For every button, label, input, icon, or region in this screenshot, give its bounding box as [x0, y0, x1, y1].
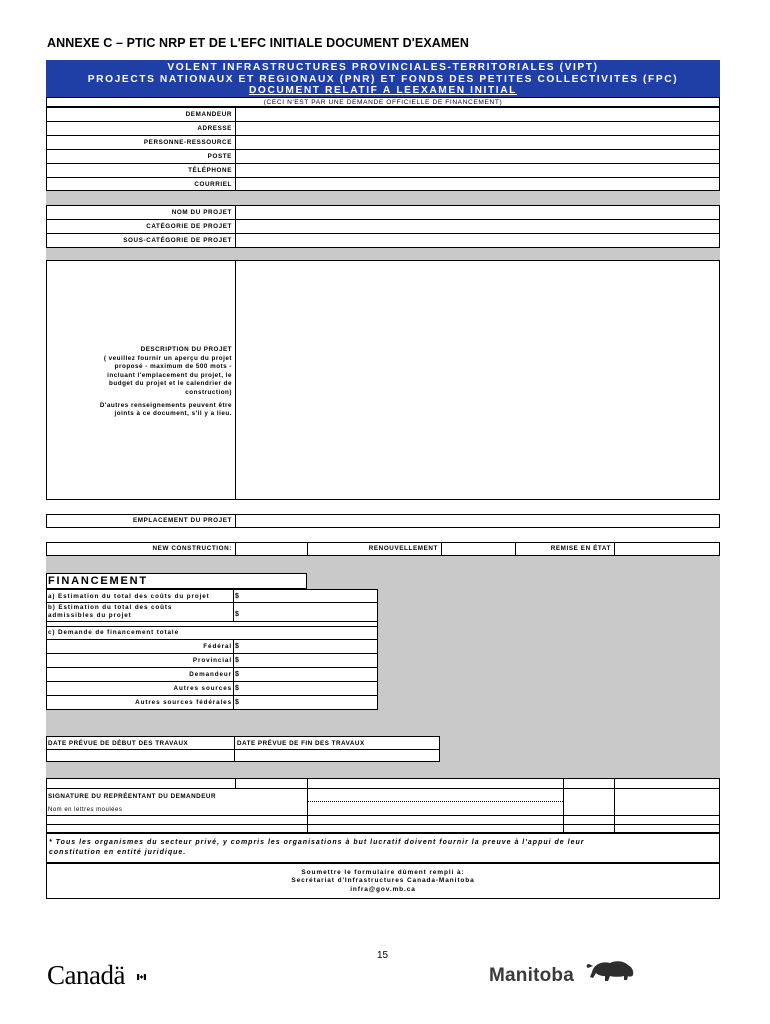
manitoba-wordmark-logo: Manitoba: [489, 965, 574, 986]
canada-flag-icon: [137, 967, 146, 973]
sous-categorie-projet-field[interactable]: [236, 234, 719, 247]
applicant-share-field[interactable]: [244, 668, 377, 681]
label-renouvellement: RENOUVELLEMENT: [368, 545, 438, 552]
poste-field[interactable]: [236, 150, 719, 163]
canada-wordmark-logo: Canadä: [47, 960, 125, 990]
separator-band: [46, 191, 720, 205]
label-poste: POSTE: [207, 153, 232, 160]
currency-sign: $: [235, 685, 239, 692]
label-provincial: Provincial: [192, 657, 232, 664]
label-demandeur: DEMANDEUR: [185, 111, 232, 118]
label-personne-ressource: PERSONNE-RESSOURCE: [143, 139, 232, 146]
start-date-field[interactable]: [47, 750, 233, 761]
categorie-projet-field[interactable]: [236, 220, 719, 233]
separator-band: [46, 248, 720, 260]
header-line-2: PROJECTS NATIONAUX ET RÉGIONAUX (PNR) ET FONDS DES PETITES COLLECTIVITÉS (FPC): [87, 73, 679, 85]
telephone-field[interactable]: [236, 164, 719, 177]
currency-sign: $: [235, 671, 239, 678]
renouvellement-field[interactable]: [442, 543, 515, 555]
currency-sign: $: [235, 657, 239, 664]
eligible-cost-field[interactable]: [244, 603, 377, 621]
label-end-date: DATE PRÉVUE DE FIN DES TRAVAUX: [237, 740, 365, 747]
bison-icon: [586, 958, 636, 988]
label-start-date: DATE PRÉVUE DE DÉBUT DES TRAVAUX: [48, 740, 189, 747]
label-telephone: TÉLÉPHONE: [188, 167, 232, 174]
currency-sign: $: [235, 593, 239, 600]
emplacement-field[interactable]: [236, 515, 719, 527]
currency-sign: $: [235, 643, 239, 650]
email-link[interactable]: infra@gov.mb.ca: [350, 885, 416, 893]
label-adresse: ADRESSE: [197, 125, 232, 132]
printed-name-field[interactable]: [308, 803, 563, 815]
label-total-cost: a) Estimation du total des coûts du projet: [48, 593, 210, 600]
label-sous-categorie-projet: SOUS-CATÉGORIE DE PROJET: [123, 237, 232, 244]
header-note: (CECI N'EST PAR UNE DEMANDE OFFICIELLE DE FINANCEMENT): [46, 97, 720, 107]
end-date-field[interactable]: [235, 750, 439, 761]
currency-sign: $: [235, 699, 239, 706]
currency-sign: $: [235, 611, 239, 618]
submit-instructions: Soumettre le formulaire dûment rempli à: Secrétariat d'Infrastructures Canada-Manitoba infra@gov.mb.ca: [46, 869, 720, 894]
total-cost-field[interactable]: [244, 590, 377, 602]
signature-field[interactable]: [308, 789, 563, 801]
signature-label: SIGNATURE DU REPRÉENTANT DU DEMANDEUR: [48, 793, 216, 800]
courriel-field[interactable]: [236, 178, 719, 191]
personne-ressource-field[interactable]: [236, 136, 719, 149]
description-label: DESCRIPTION DU PROJET ( veuillez fournir un aperçu du projet proposé - maximum de 500 mots - incluant l'emplacement du projet, le budget du projet et le calendrier de construction) D'autres renseignements peuvent être joints à ce document, s'il y a lieu.: [99, 346, 232, 418]
header-line-1: VOLENT INFRASTRUCTURES PROVINCIALES-TERRITORIALES (VIPT): [167, 62, 599, 73]
other-federal-sources-field[interactable]: [244, 696, 377, 709]
page-title: ANNEXE C – PTIC NRP ET DE L'EFC INITIALE DOCUMENT D'EXAMEN: [47, 36, 469, 50]
printed-name-label: Nom en lettres moulées: [48, 807, 123, 813]
demandeur-field[interactable]: [236, 108, 719, 121]
label-eligible-cost: b) Estimation du total des coûts admissibles du projet: [48, 604, 173, 619]
label-categorie-projet: CATÉGORIE DE PROJET: [146, 223, 232, 230]
adresse-field[interactable]: [236, 122, 719, 135]
remise-en-etat-field[interactable]: [615, 543, 719, 555]
label-other-sources: Autres sources: [173, 685, 232, 692]
label-new-construction: NEW CONSTRUCTION:: [152, 545, 232, 552]
page-number: 15: [377, 950, 389, 961]
header-line-3: DOCUMENT RELATIF À LÉEXAMEN INITIAL: [248, 85, 518, 96]
nom-projet-field[interactable]: [236, 206, 719, 219]
label-funding-request: c) Demande de financement totale: [48, 629, 179, 636]
label-nom-projet: NOM DU PROJET: [171, 209, 232, 216]
description-field[interactable]: [236, 261, 719, 499]
label-emplacement: EMPLACEMENT DU PROJET: [132, 517, 232, 524]
label-applicant-share: Demandeur: [189, 671, 232, 678]
label-other-federal-sources: Autres sources fédérales: [135, 699, 232, 706]
other-sources-field[interactable]: [244, 682, 377, 695]
federal-field[interactable]: [244, 640, 377, 653]
provincial-field[interactable]: [244, 654, 377, 667]
legal-entity-notice: * Tous les organismes du secteur privé, y compris les organisations à but lucratif doivent fournir la preuve à l'appui de leur constitution en entité juridique.: [49, 839, 585, 856]
label-courriel: COURRIEL: [194, 181, 232, 188]
label-remise-en-etat: REMISE EN ÉTAT: [550, 545, 611, 552]
financing-title: FINANCEMENT: [48, 575, 148, 587]
label-federal: Fédéral: [203, 643, 232, 650]
new-construction-field[interactable]: [236, 543, 307, 555]
